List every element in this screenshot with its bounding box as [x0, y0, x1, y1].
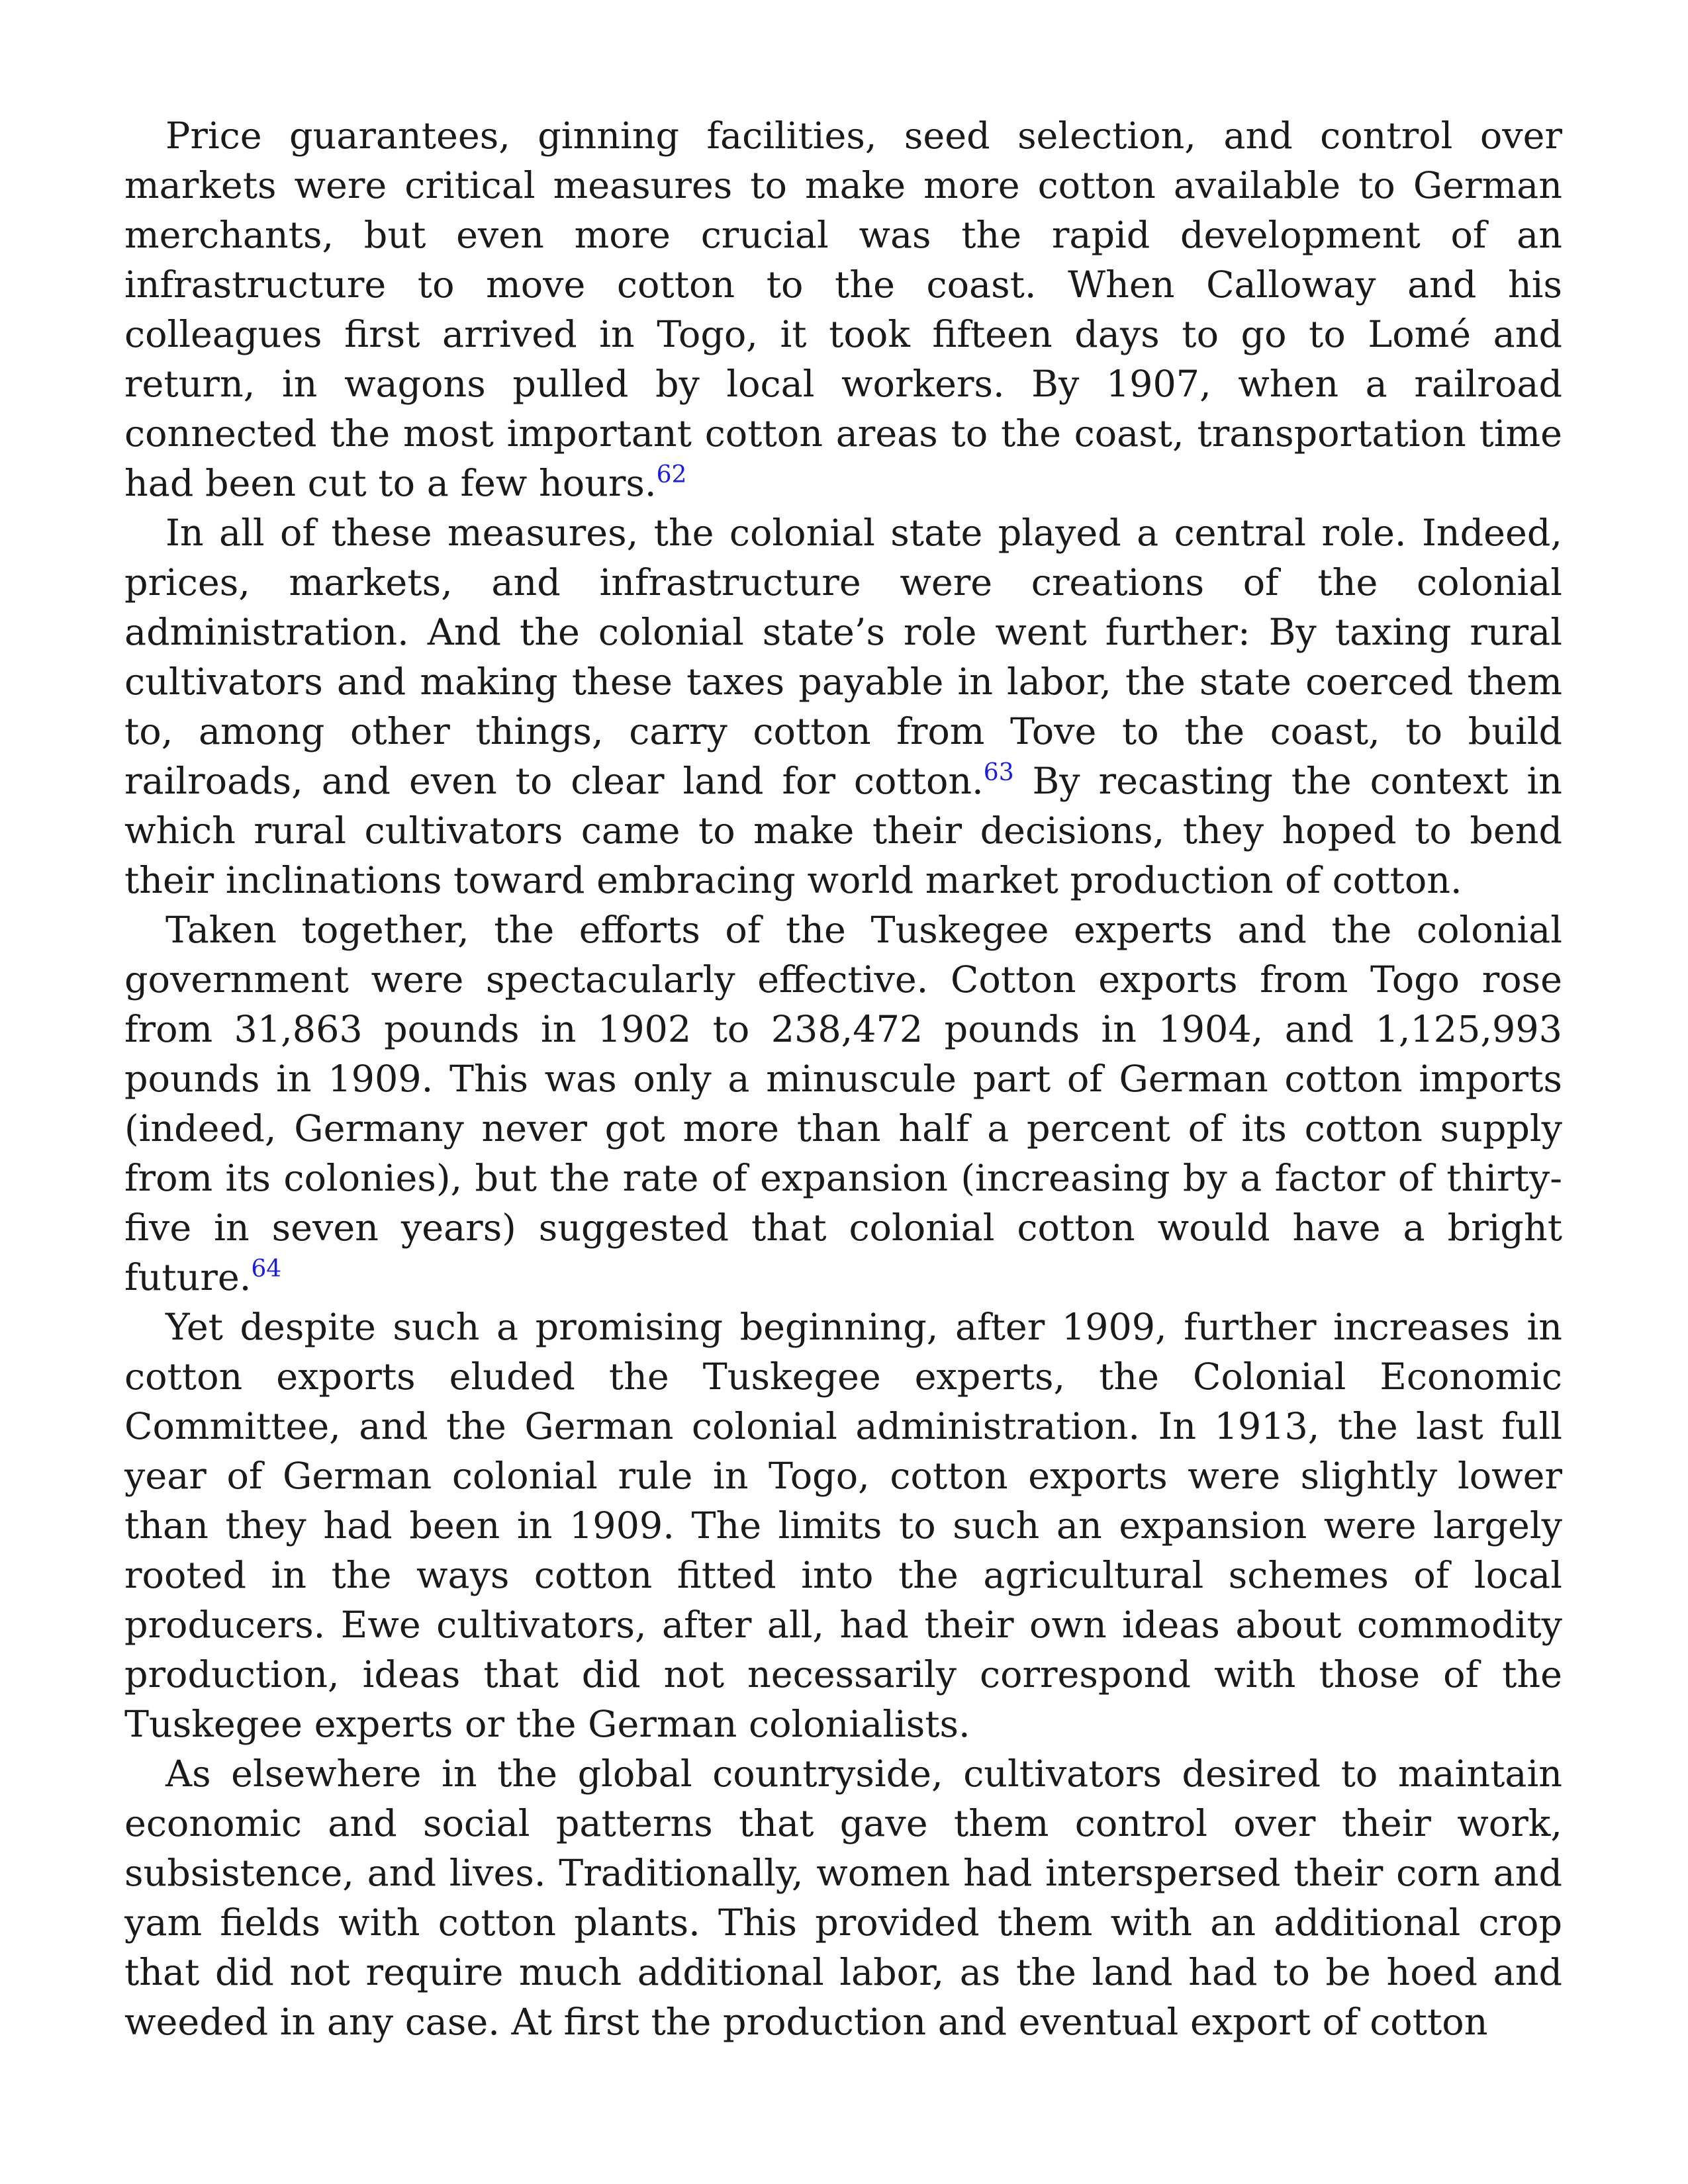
paragraph-text: In all of these measures, the colonial state played a central role. Indeed, prices, markets, and infrastructure were creations of the colonial administration. And the colonial state’s role went further: By taxing rural cultivators and making these taxes payable in labor, the state coerced them to, among other things, carry cotton from Tove to the coast, to build railroads, and even to clear land for cotton.: [124, 512, 1562, 803]
paragraph-text: Taken together, the efforts of the Tuskegee experts and the colonial government were spectacularly effective. Cotton exports from Togo rose from 31,863 pounds in 1902 to 238,472 pounds in 1904, and 1,125,993 pounds in 1909. This was only a minuscule part of German cotton imports (indeed, Germany never got more than half a percent of its cotton supply from its colonies), but the rate of expansion (increasing by a factor of thirtyfive in seven years) suggested that colonial cotton would have a bright future.: [124, 909, 1562, 1299]
paragraph-limits: [124, 1302, 1562, 1749]
paragraph-text: Yet despite such a promising beginning, after 1909, further increases in cotton exports eluded the Tuskegee experts, the Colonial Economic Committee, and the German colonial administration. In 1913, the last full year of German colonial rule in Togo, cotton exports were slightly lower than they had been in 1909. The limits to such an expansion were largely rooted in the ways cotton fitted into the agricultural schemes of local producers. Ewe cultivators, after all, had their own ideas about commodity production, ideas that did not necessarily correspond with those of the Tuskegee experts or the German colonialists.: [124, 1306, 1562, 1746]
paragraph-colonial-state: [124, 508, 1562, 905]
paragraph-cultivators: [124, 1749, 1562, 2047]
footnote-link-62[interactable]: 62: [656, 461, 687, 488]
paragraph-infrastructure: [124, 111, 1562, 508]
paragraph-text: As elsewhere in the global countryside, cultivators desired to maintain economic and social patterns that gave them control over their work, subsistence, and lives. Traditionally, women had interspersed their corn and yam fields with cotton plants. This provided them with an additional crop that did not require much additional labor, as the land had to be hoed and weeded in any case. At first the production and eventual export of cotton: [124, 1752, 1562, 2044]
paragraph-text-continued: By recasting the context in which rural cultivators came to make their decisions, they hoped to bend their inclinations toward embracing world market production of cotton.: [124, 760, 1562, 902]
footnote-link-63[interactable]: 63: [983, 759, 1014, 786]
paragraph-exports: [124, 905, 1562, 1302]
paragraph-text: Price guarantees, ginning facilities, seed selection, and control over markets were critical measures to make more cotton available to German merchants, but even more crucial was the rapid development of an infrastructure to move cotton to the coast. When Calloway and his colleagues first arrived in Togo, it took fifteen days to go to Lomé and return, in wagons pulled by local workers. By 1907, when a railroad connected the most important cotton areas to the coast, transportation time had been cut to a few hours.: [124, 114, 1562, 505]
footnote-link-64[interactable]: 64: [251, 1255, 282, 1283]
document-page: [124, 111, 1562, 2047]
